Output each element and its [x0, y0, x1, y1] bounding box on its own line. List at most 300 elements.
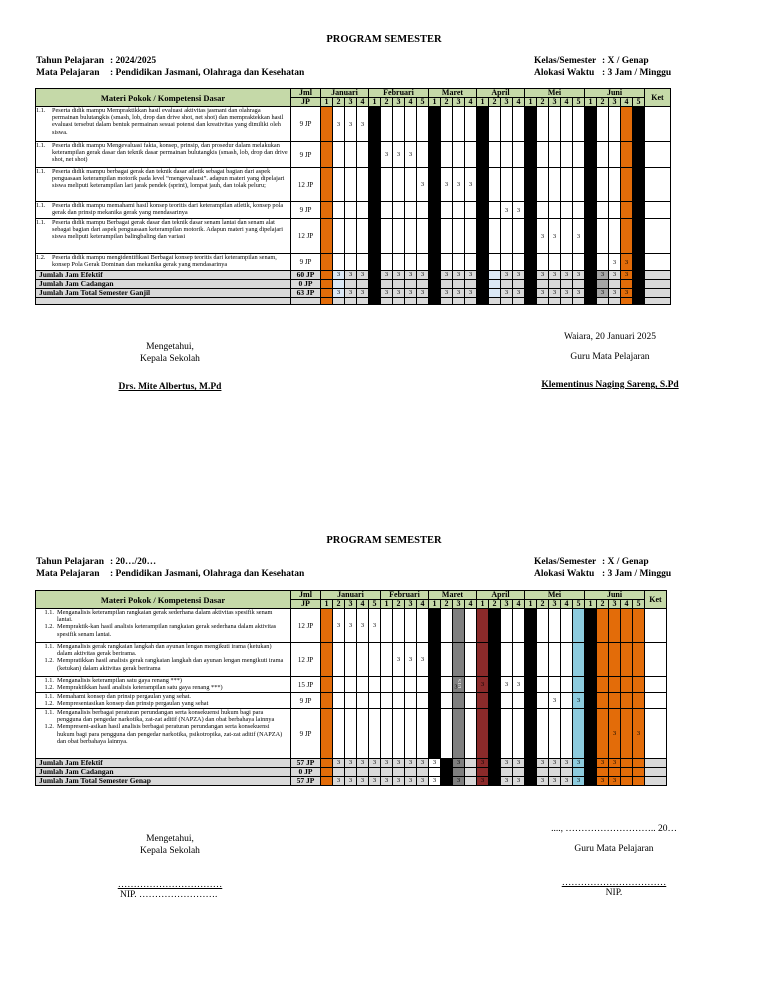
table-row — [36, 202, 671, 219]
signature-kepala — [110, 833, 230, 901]
week-header: 1 — [369, 98, 381, 107]
summary-week-cell: 3 — [381, 759, 393, 768]
week-cell — [573, 142, 585, 168]
week-cell — [465, 693, 477, 709]
week-cell — [429, 107, 441, 142]
week-cell — [357, 219, 369, 254]
kd-item — [36, 142, 288, 164]
week-cell — [441, 202, 453, 219]
week-cell — [453, 142, 465, 168]
summary-week-cell — [549, 768, 561, 777]
kelas-label: Kelas/Semester — [534, 557, 597, 567]
summary-ket-cell — [645, 280, 671, 289]
summary-week-cell — [609, 768, 621, 777]
week-cell — [501, 142, 513, 168]
week-cell — [513, 254, 525, 271]
summary-label: Jumlah Jam Cadangan — [36, 768, 291, 777]
week-cell — [369, 643, 381, 677]
week-header: 1 — [525, 98, 537, 107]
summary-week-cell — [369, 768, 381, 777]
summary-week-cell — [321, 768, 333, 777]
week-cell — [465, 254, 477, 271]
empty-cell — [369, 298, 381, 305]
week-cell: 3 — [513, 202, 525, 219]
summary-week-cell: 3 — [549, 759, 561, 768]
ket-cell — [645, 709, 667, 759]
summary-week-cell — [441, 759, 453, 768]
week-cell — [381, 677, 393, 693]
summary-week-cell: 3 — [609, 777, 621, 786]
month-header: Juni — [585, 89, 645, 98]
week-cell: 3 — [333, 609, 345, 643]
week-cell — [513, 219, 525, 254]
week-cell — [381, 254, 393, 271]
empty-cell — [36, 298, 291, 305]
guru-title: Guru Mata Pelajaran — [574, 844, 654, 854]
kepala-nip: NIP. ……………………. — [120, 890, 218, 900]
week-cell — [489, 609, 501, 643]
week-header: 2 — [597, 600, 609, 609]
summary-label: Jumlah Jam Efektif — [36, 759, 291, 768]
week-cell — [477, 142, 489, 168]
month-header: Mei — [525, 591, 585, 600]
week-cell — [585, 202, 597, 219]
week-cell — [345, 254, 357, 271]
week-header: 4 — [357, 600, 369, 609]
summary-week-cell: 3 — [561, 759, 573, 768]
summary-week-cell — [321, 271, 333, 280]
kd-number: 1.1. — [44, 643, 54, 650]
summary-week-cell: 3 — [513, 777, 525, 786]
jp-cell: 12 JP — [291, 609, 321, 643]
kd-text: Memahami konsep dan prinsip pergaulan yang sehat. — [57, 693, 192, 700]
kd-item — [36, 609, 288, 623]
week-cell — [525, 709, 537, 759]
week-cell — [357, 142, 369, 168]
month-header: Juni — [585, 591, 645, 600]
doc-title: PROGRAM SEMESTER — [326, 34, 442, 45]
week-cell — [393, 693, 405, 709]
week-cell — [333, 709, 345, 759]
kd-number: 1.2. — [44, 684, 54, 692]
summary-week-cell: 3 — [357, 777, 369, 786]
week-cell — [393, 609, 405, 643]
kd-text: Peserta didik mampu mengidentifikasi Berbagai konsep teoritis dari keterampilan senam, konsep Pola Gerak Dominan dan mekanika gerak yang mendasarinya — [52, 254, 277, 269]
week-cell — [513, 609, 525, 643]
week-cell: 3 — [405, 643, 417, 677]
week-cell — [429, 142, 441, 168]
month-header: Maret — [429, 591, 477, 600]
week-cell — [441, 107, 453, 142]
week-cell — [597, 107, 609, 142]
week-cell — [465, 709, 477, 759]
week-cell: 3 — [465, 168, 477, 202]
week-cell — [573, 709, 585, 759]
week-cell — [525, 693, 537, 709]
week-header: 5 — [633, 98, 645, 107]
week-cell — [573, 202, 585, 219]
week-cell — [429, 254, 441, 271]
summary-week-cell — [381, 768, 393, 777]
week-cell — [549, 202, 561, 219]
month-header: Februari — [369, 89, 429, 98]
summary-week-cell — [441, 768, 453, 777]
week-header: 4 — [465, 98, 477, 107]
summary-week-cell: 3 — [633, 271, 645, 280]
week-header: 2 — [441, 98, 453, 107]
kd-item — [36, 700, 288, 707]
summary-week-cell — [417, 768, 429, 777]
week-cell — [465, 609, 477, 643]
place-date: Waiara, 20 Januari 2025 — [563, 332, 657, 342]
empty-cell — [537, 298, 549, 305]
summary-week-cell — [381, 280, 393, 289]
kd-text: Menganalisis gerak rangkaian langkah dan ayunan lengan mengikuti irama (ketukan) dalam aktivitas gerak berirama. — [57, 643, 272, 658]
week-cell — [525, 107, 537, 142]
week-cell — [621, 709, 633, 759]
ket-cell — [645, 609, 667, 643]
week-cell — [501, 693, 513, 709]
week-cell — [513, 693, 525, 709]
week-header: 5 — [573, 98, 585, 107]
week-cell — [465, 677, 477, 693]
week-cell — [357, 693, 369, 709]
summary-week-cell: 3 — [609, 271, 621, 280]
week-cell — [465, 202, 477, 219]
tahun-label: Tahun Pelajaran — [36, 557, 105, 567]
week-cell — [453, 643, 465, 677]
week-cell — [621, 107, 633, 142]
summary-label: Jumlah Jam Cadangan — [36, 280, 291, 289]
header-jp: JP — [291, 98, 321, 107]
signature-kepala — [110, 341, 230, 393]
week-cell — [369, 693, 381, 709]
summary-row — [36, 759, 667, 768]
jp-cell: 12 JP — [291, 168, 321, 202]
summary-week-cell — [561, 280, 573, 289]
week-cell — [417, 202, 429, 219]
kd-text: Mempratikkan hasil analisis gerak rangkaian langkah dan ayunan lengan mengikuti irama (ketukan) dalam aktivitas gerak berirama — [57, 657, 284, 672]
week-cell — [609, 202, 621, 219]
week-cell — [369, 142, 381, 168]
week-header: 4 — [513, 600, 525, 609]
week-cell: 3 — [357, 609, 369, 643]
materi-cell — [36, 254, 291, 271]
guru-title: Guru Mata Pelajaran — [570, 352, 650, 362]
week-cell: 3 — [537, 219, 549, 254]
summary-week-cell: 3 — [513, 289, 525, 298]
month-header: Januari — [321, 89, 369, 98]
summary-week-cell — [513, 280, 525, 289]
week-cell — [561, 202, 573, 219]
week-cell — [501, 254, 513, 271]
week-cell — [345, 643, 357, 677]
week-cell — [549, 709, 561, 759]
summary-week-cell — [597, 768, 609, 777]
schedule-table — [35, 88, 671, 305]
jp-cell: 15 JP — [291, 677, 321, 693]
summary-week-cell — [573, 280, 585, 289]
week-cell — [561, 219, 573, 254]
summary-week-cell — [441, 777, 453, 786]
week-header: 3 — [345, 600, 357, 609]
week-cell — [573, 609, 585, 643]
week-cell — [609, 693, 621, 709]
table-row — [36, 168, 671, 202]
week-cell — [453, 202, 465, 219]
summary-week-cell: 3 — [573, 777, 585, 786]
schedule-table — [35, 590, 667, 786]
summary-week-cell — [585, 759, 597, 768]
week-cell — [633, 202, 645, 219]
empty-cell — [405, 298, 417, 305]
mapel-label: Mata Pelajaran — [36, 68, 100, 78]
week-cell — [381, 709, 393, 759]
week-cell — [429, 677, 441, 693]
week-cell — [345, 709, 357, 759]
week-cell — [357, 254, 369, 271]
week-cell — [453, 107, 465, 142]
kelas-value: : X / Genap — [602, 56, 649, 66]
summary-week-cell — [525, 768, 537, 777]
empty-cell — [597, 298, 609, 305]
week-cell: 3 — [357, 107, 369, 142]
week-cell — [525, 219, 537, 254]
week-cell — [465, 142, 477, 168]
summary-week-cell: 3 — [333, 759, 345, 768]
week-header: 1 — [381, 600, 393, 609]
mengetahui-text: Mengetahui, — [146, 342, 194, 352]
summary-week-cell — [429, 768, 441, 777]
summary-week-cell: 3 — [441, 271, 453, 280]
summary-week-cell: 3 — [345, 777, 357, 786]
summary-week-cell — [393, 768, 405, 777]
summary-week-cell: 3 — [597, 271, 609, 280]
week-cell: 3 — [513, 677, 525, 693]
week-cell — [633, 693, 645, 709]
week-header: 1 — [477, 600, 489, 609]
kd-text: Peserta didik mampu memahami hasil konsep teoritis dari keterampilan atletik, konsep pola gerak dan prinsip mekanika gerak yang mendasarinya — [52, 202, 284, 217]
week-cell — [417, 254, 429, 271]
week-cell — [597, 219, 609, 254]
kd-text: Mempresentasikan konsep dan prinsip pergaulan yang sehat — [57, 700, 209, 708]
week-cell — [381, 219, 393, 254]
empty-cell — [633, 298, 645, 305]
week-cell — [489, 693, 501, 709]
week-cell — [489, 107, 501, 142]
month-header: Maret — [429, 89, 477, 98]
summary-label: Jumlah Jam Efektif — [36, 271, 291, 280]
summary-week-cell: 3 — [417, 271, 429, 280]
summary-week-cell: 3 — [501, 271, 513, 280]
week-cell: 3 — [549, 693, 561, 709]
week-cell — [573, 254, 585, 271]
summary-week-cell: 3 — [381, 289, 393, 298]
week-cell — [465, 643, 477, 677]
week-cell — [549, 142, 561, 168]
summary-week-cell: 3 — [597, 759, 609, 768]
week-cell — [597, 609, 609, 643]
week-cell — [381, 693, 393, 709]
summary-week-cell — [333, 768, 345, 777]
place-date: ...., ……………………….. 20… — [551, 824, 677, 834]
kd-item — [36, 677, 288, 684]
week-cell — [477, 609, 489, 643]
summary-week-cell: 3 — [345, 271, 357, 280]
week-header: 5 — [417, 98, 429, 107]
summary-week-cell — [477, 280, 489, 289]
summary-week-cell: 3 — [357, 759, 369, 768]
week-cell — [345, 677, 357, 693]
week-cell — [537, 693, 549, 709]
kd-number: 1.1. — [36, 107, 46, 114]
summary-value: 63 JP — [291, 289, 321, 298]
week-cell — [585, 609, 597, 643]
week-header: 1 — [585, 98, 597, 107]
summary-week-cell — [405, 768, 417, 777]
jp-cell: 9 JP — [291, 107, 321, 142]
ket-cell — [645, 202, 671, 219]
week-cell: 3 — [345, 609, 357, 643]
week-cell — [345, 202, 357, 219]
jp-cell: 9 JP — [291, 202, 321, 219]
week-cell — [477, 709, 489, 759]
summary-week-cell: 3 — [465, 289, 477, 298]
summary-week-cell — [465, 280, 477, 289]
summary-label: Jumlah Jam Total Semester Genap — [36, 777, 291, 786]
table-row — [36, 709, 667, 759]
summary-week-cell: 3 — [585, 289, 597, 298]
week-cell: 3 — [525, 677, 537, 693]
week-cell — [381, 107, 393, 142]
kd-text: Peserta didik mampu berbagai gerak dan teknik dasar atletik sebagai bagian dari aspek penguasaan keterampilan motorik pada level “mengevaluasi”. adapun materi yang dipelajari siswa meliputi keterampilan lari jarak pendek (sprint), lompat jauh, dan tolak peluru; — [52, 168, 285, 190]
month-header: Mei — [525, 89, 585, 98]
summary-week-cell — [345, 280, 357, 289]
week-cell — [345, 142, 357, 168]
summary-week-cell: 3 — [333, 289, 345, 298]
week-cell — [417, 609, 429, 643]
empty-cell — [393, 298, 405, 305]
summary-week-cell: 3 — [357, 289, 369, 298]
week-cell — [561, 254, 573, 271]
week-cell — [453, 609, 465, 643]
week-header: 4 — [561, 600, 573, 609]
week-cell — [597, 254, 609, 271]
week-cell — [561, 709, 573, 759]
empty-cell — [345, 298, 357, 305]
summary-week-cell — [573, 768, 585, 777]
week-cell — [333, 693, 345, 709]
kd-text: Peserta didik mampu Mengevaluasi fakta, konsep, prinsip, dan prosedur dalam melakukan keterampilan gerak dasar dan teknik dasar permainan bulutangkis (smash, lob, drop dan drive shot, net shot) — [52, 142, 288, 164]
summary-week-cell — [621, 280, 633, 289]
summary-week-cell — [405, 280, 417, 289]
week-cell — [633, 643, 645, 677]
empty-cell — [477, 298, 489, 305]
week-header: 1 — [429, 600, 441, 609]
week-cell — [393, 677, 405, 693]
week-cell — [417, 142, 429, 168]
week-cell — [549, 254, 561, 271]
week-cell — [417, 219, 429, 254]
week-header: 3 — [453, 98, 465, 107]
summary-week-cell — [633, 280, 645, 289]
guru-name: Klementinus Naging Sareng, S.Pd — [541, 380, 679, 390]
week-cell — [441, 142, 453, 168]
summary-week-cell: 3 — [369, 777, 381, 786]
week-cell — [369, 202, 381, 219]
summary-week-cell: 3 — [525, 759, 537, 768]
week-header: 3 — [501, 600, 513, 609]
week-cell: 3 — [429, 643, 441, 677]
summary-ket-cell — [645, 777, 667, 786]
summary-week-cell: 3 — [609, 289, 621, 298]
week-cell — [621, 219, 633, 254]
week-cell — [381, 168, 393, 202]
week-header: 4 — [621, 600, 633, 609]
week-cell — [333, 142, 345, 168]
summary-week-cell — [489, 280, 501, 289]
kd-item — [36, 623, 288, 637]
summary-week-cell — [633, 777, 645, 786]
summary-week-cell: 3 — [417, 289, 429, 298]
materi-cell — [36, 142, 291, 168]
week-cell — [513, 643, 525, 677]
kd-item — [36, 657, 288, 671]
week-cell — [561, 107, 573, 142]
week-header: 2 — [489, 98, 501, 107]
week-cell — [321, 254, 333, 271]
summary-value: 0 JP — [291, 280, 321, 289]
week-header: 4 — [405, 98, 417, 107]
week-cell — [357, 202, 369, 219]
summary-week-cell: 3 — [549, 271, 561, 280]
week-cell — [393, 107, 405, 142]
summary-week-cell: 3 — [477, 759, 489, 768]
week-cell — [597, 168, 609, 202]
week-cell — [321, 677, 333, 693]
summary-week-cell: 3 — [333, 271, 345, 280]
kd-number: 1.1. — [44, 709, 54, 716]
kd-item — [36, 168, 288, 190]
week-cell: 3 — [345, 107, 357, 142]
summary-week-cell — [369, 289, 381, 298]
week-cell — [501, 168, 513, 202]
summary-week-cell — [513, 768, 525, 777]
week-cell — [525, 202, 537, 219]
summary-week-cell: 3 — [429, 777, 441, 786]
week-cell — [441, 693, 453, 709]
summary-week-cell — [597, 280, 609, 289]
week-cell — [369, 709, 381, 759]
summary-week-cell — [333, 280, 345, 289]
summary-week-cell: 3 — [477, 777, 489, 786]
week-cell — [633, 168, 645, 202]
summary-value: 60 JP — [291, 271, 321, 280]
week-cell — [597, 709, 609, 759]
week-cell: 3 — [333, 107, 345, 142]
week-header: 2 — [381, 98, 393, 107]
week-cell — [357, 168, 369, 202]
week-cell — [477, 219, 489, 254]
week-cell — [489, 709, 501, 759]
week-cell — [441, 219, 453, 254]
week-cell: 3 — [381, 142, 393, 168]
kelas-label: Kelas/Semester — [534, 56, 597, 66]
ket-cell — [645, 693, 667, 709]
week-cell — [633, 142, 645, 168]
week-cell — [369, 107, 381, 142]
week-cell — [333, 677, 345, 693]
